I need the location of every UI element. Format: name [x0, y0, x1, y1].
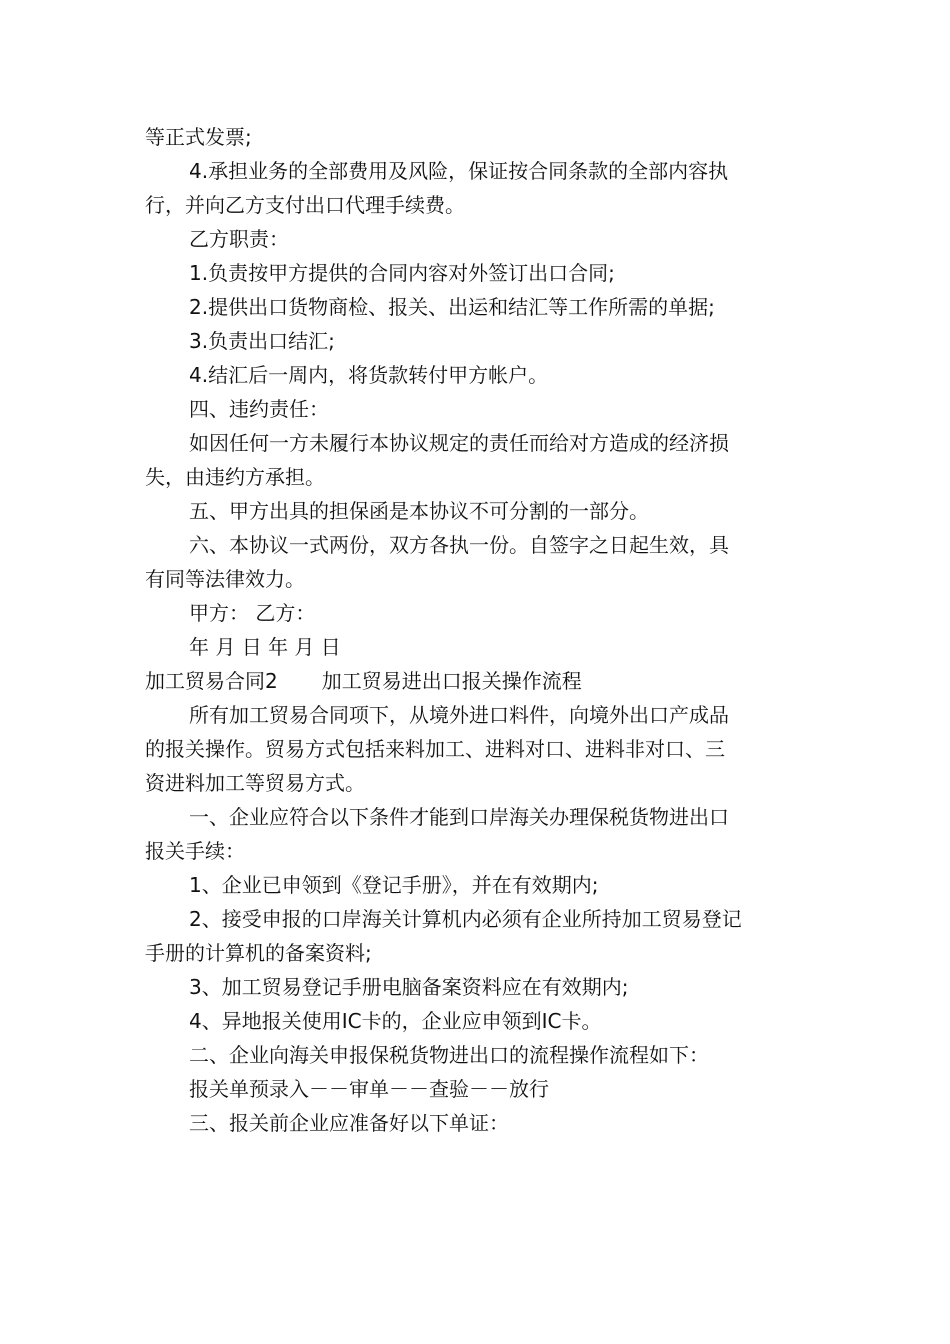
paragraph-line: 年 月 日 年 月 日 — [189, 635, 341, 659]
contract-clauses — [145, 120, 807, 664]
paragraph-line: 2、接受申报的口岸海关计算机内必须有企业所持加工贸易登记 — [189, 907, 742, 931]
paragraph-line: 1、企业已申领到《登记手册》，并在有效期内; — [189, 873, 599, 897]
paragraph-line: 3、加工贸易登记手册电脑备案资料应在有效期内; — [189, 975, 629, 999]
paragraph-line: 甲方： 乙方： — [189, 601, 316, 625]
paragraph-line: 一、企业应符合以下条件才能到口岸海关办理保税货物进出口 — [189, 805, 729, 829]
section-heading — [145, 664, 807, 698]
paragraph-line: 行，并向乙方支付出口代理手续费。 — [145, 193, 465, 217]
paragraph-line: 的报关操作。贸易方式包括来料加工、进料对口、进料非对口、三 — [145, 737, 725, 761]
paragraph-line: 有同等法律效力。 — [145, 567, 305, 591]
paragraph-line: 2.提供出口货物商检、报关、出运和结汇等工作所需的单据; — [189, 295, 715, 319]
paragraph-line: 3.负责出口结汇; — [189, 329, 335, 353]
paragraph-line: 等正式发票; — [145, 125, 252, 149]
paragraph-line: 4、异地报关使用IC卡的，企业应申领到IC卡。 — [189, 1009, 602, 1033]
paragraph-line: 4.承担业务的全部费用及风险，保证按合同条款的全部内容执 — [189, 159, 729, 183]
paragraph-line: 四、违约责任： — [189, 397, 329, 421]
customs-procedure — [145, 698, 807, 1140]
paragraph-line: 报关单预录入－－审单－－查验－－放行 — [189, 1077, 549, 1101]
document-body — [145, 120, 807, 1140]
paragraph-line: 如因任何一方未履行本协议规定的责任而给对方造成的经济损 — [189, 431, 729, 455]
paragraph-line: 资进料加工等贸易方式。 — [145, 771, 365, 795]
paragraph-line: 五、甲方出具的担保函是本协议不可分割的一部分。 — [189, 499, 649, 523]
paragraph-line: 所有加工贸易合同项下，从境外进口料件，向境外出口产成品 — [189, 703, 729, 727]
paragraph-line: 三、报关前企业应准备好以下单证： — [189, 1111, 509, 1135]
paragraph-line: 报关手续： — [145, 839, 245, 863]
paragraph-line: 手册的计算机的备案资料; — [145, 941, 372, 965]
paragraph-line: 1.负责按甲方提供的合同内容对外签订出口合同; — [189, 261, 615, 285]
paragraph-line: 二、企业向海关申报保税货物进出口的流程操作流程如下： — [189, 1043, 709, 1067]
paragraph-line: 六、本协议一式两份，双方各执一份。自签字之日起生效，具 — [189, 533, 729, 557]
heading-title: 加工贸易合同2 — [145, 669, 278, 693]
heading-subtitle: 加工贸易进出口报关操作流程 — [321, 669, 582, 693]
paragraph-line: 乙方职责： — [189, 227, 289, 251]
paragraph-line: 4.结汇后一周内，将货款转付甲方帐户。 — [189, 363, 549, 387]
paragraph-line: 失，由违约方承担。 — [145, 465, 325, 489]
